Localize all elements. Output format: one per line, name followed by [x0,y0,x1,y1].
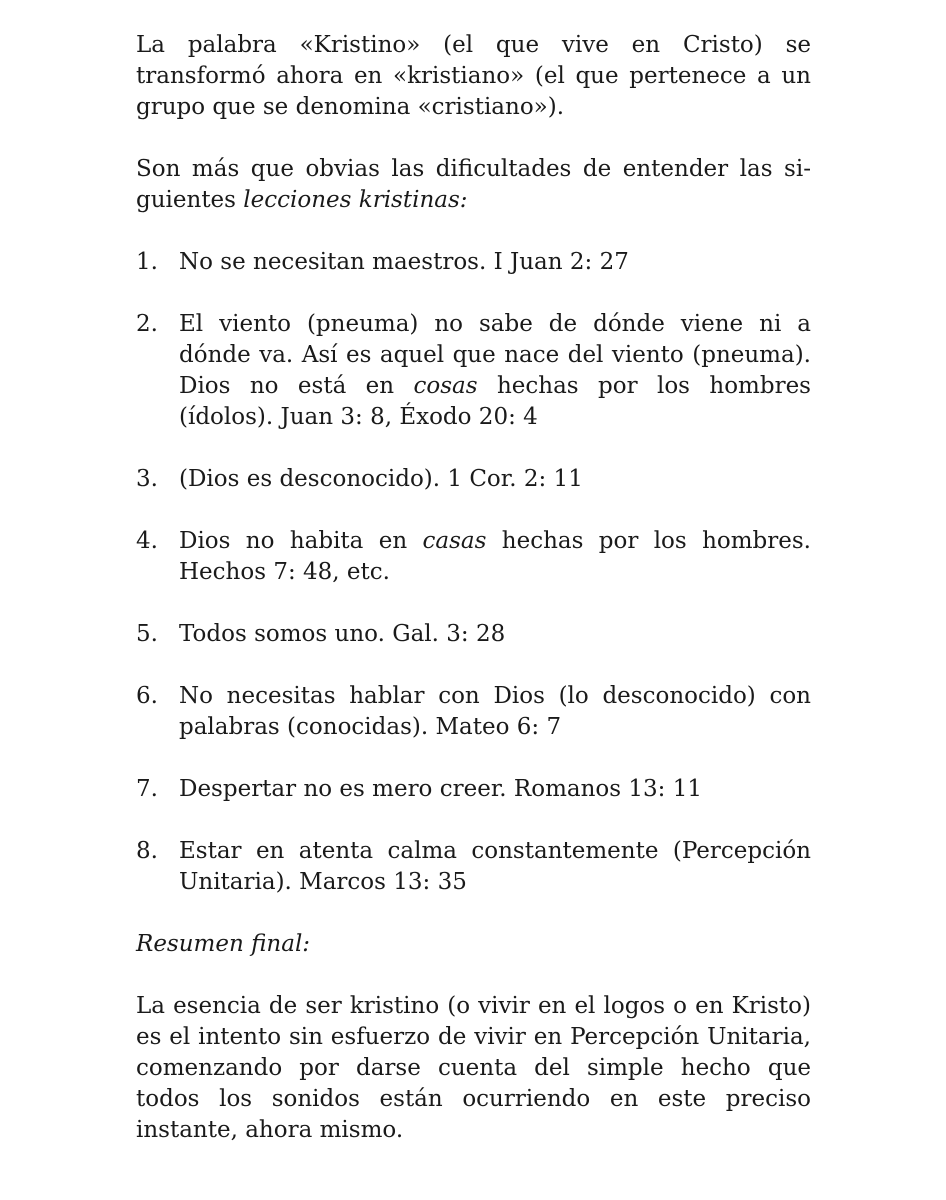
list-item-text-part: hechas por los hombres. Hechos 7: 48, etc. [179,528,811,585]
list-item [136,836,811,898]
list-item [136,247,811,278]
list-item [136,774,811,805]
list-item-number: 4. [136,528,158,554]
list-item [136,309,811,433]
intro-paragraph-2 [136,154,811,216]
list-item-number: 2. [136,311,158,337]
list-item-number: 6. [136,683,158,709]
list-item-text [179,526,811,588]
list-item-text: Despertar no es mero creer. Romanos 13: 11 [179,776,702,802]
list-item-text [179,309,811,433]
list-item-number: 5. [136,621,158,647]
list-item-text: Estar en atenta calma constantemente (Percepción Unitaria). Marcos 13: 35 [179,838,811,895]
intro-paragraph-2-italic: lecciones kristinas: [243,187,468,213]
list-item-italic-word: cosas [413,373,478,399]
lessons-list-wrapper [136,247,811,898]
list-item-text-part: hechas por los hombres (ídolos). Juan 3: 8, Éxodo 20: 4 [179,373,811,430]
list-item [136,464,811,495]
list-item [136,681,811,743]
list-item-text: No se necesitan maestros. I Juan 2: 27 [179,249,629,275]
list-item-number: 3. [136,466,158,492]
list-item-number: 7. [136,776,158,802]
document-page [136,30,811,1146]
list-item-text-part: Dios no habita en [179,528,423,554]
list-item-text: Todos somos uno. Gal. 3: 28 [179,621,506,647]
list-item-number: 8. [136,838,158,864]
summary-paragraph: La esencia de ser kristino (o vivir en el logos o en Kristo) es el intento sin esfuerzo de vivir en Percepción Unitaria, comenzando por darse cuenta del simple hecho que todos los sonidos están ocurriendo en este preciso instante, ahora mismo. [136,993,811,1143]
list-item-text-part: El viento (pneuma) no sabe de dónde viene ni a dónde va. Así es aquel que nace del viento (pneuma). Dios no está en [179,311,811,399]
intro-paragraph-2-text: Son más que obvias las dificultades de entender las si-guientes [136,156,811,213]
summary-heading: Resumen final: [136,931,311,957]
lessons-list [136,247,811,898]
list-item-number: 1. [136,249,158,275]
list-item-text: No necesitas hablar con Dios (lo desconocido) con palabras (conocidas). Mateo 6: 7 [179,683,811,740]
list-item [136,619,811,650]
list-item-text: (Dios es desconocido). 1 Cor. 2: 11 [179,466,583,492]
intro-paragraph-1: La palabra «Kristino» (el que vive en Cristo) se transformó ahora en «kristiano» (el que pertenece a un grupo que se denomina «cristiano»). [136,32,811,120]
list-item [136,526,811,588]
list-item-italic-word: casas [422,528,487,554]
